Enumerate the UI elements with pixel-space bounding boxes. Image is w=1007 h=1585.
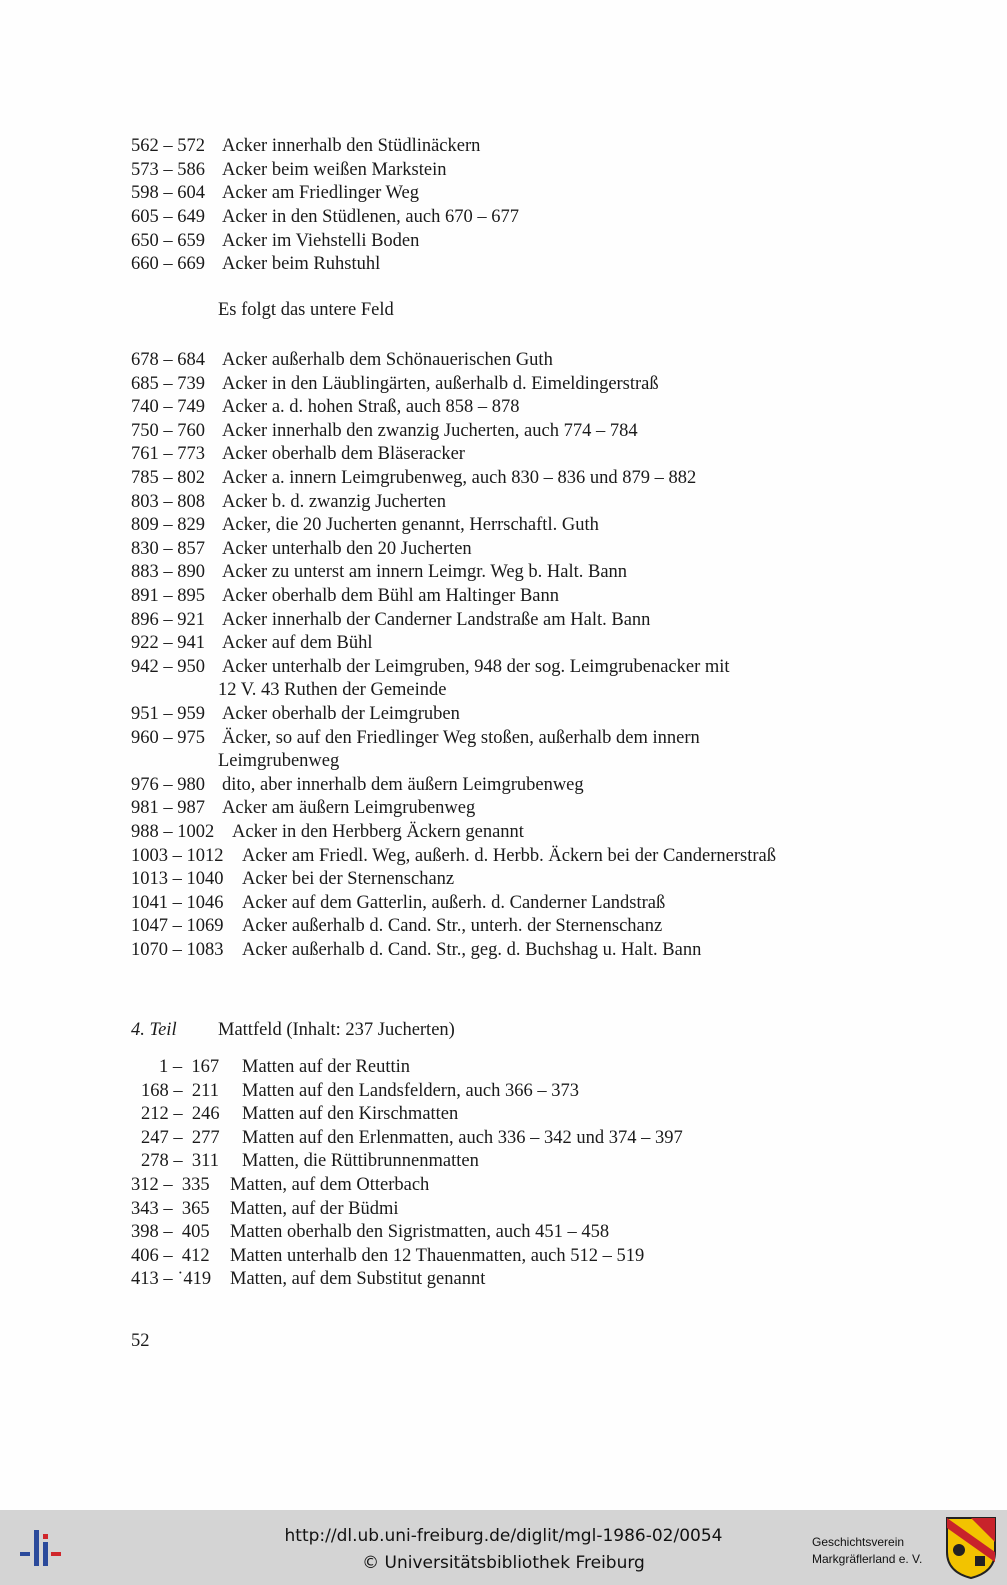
list-item	[131, 891, 665, 915]
section4-label: 4. Teil	[131, 1020, 177, 1040]
entry-description: Acker innerhalb der Canderner Landstraße am Halt. Bann	[222, 609, 651, 630]
list-item	[131, 938, 701, 962]
entry-range: 976 – 980	[131, 774, 205, 795]
entry-range: 406 – 412	[131, 1245, 210, 1266]
entry-description: Leimgrubenweg	[218, 751, 340, 772]
entry-description: Acker innerhalb den Stüdlinäckern	[222, 136, 481, 156]
list-item	[131, 1079, 579, 1103]
entry-description: Matten, auf dem Otterbach	[230, 1175, 430, 1195]
list-item	[131, 181, 419, 205]
entry-description: Matten auf den Kirschmatten	[242, 1104, 459, 1125]
footer-copyright: © Universitätsbibliothek Freiburg	[362, 1553, 645, 1573]
entry-range: 988 – 1002	[131, 822, 215, 842]
entry-description: Äcker, so auf den Friedlinger Weg stoßen, außerhalb dem innern	[222, 727, 700, 748]
list-item	[131, 1220, 609, 1244]
org-name	[812, 1534, 922, 1568]
entry-range: 278 – 311	[141, 1151, 219, 1172]
entry-description: Acker außerhalb dem Schönauerischen Guth	[222, 350, 553, 370]
entry-range: 891 – 895	[131, 586, 205, 606]
coat-of-arms-icon	[945, 1516, 997, 1580]
list-item	[131, 158, 447, 182]
entry-description: dito, aber innerhalb dem äußern Leimgrubenweg	[222, 774, 584, 795]
entry-description: Matten oberhalb den Sigristmatten, auch 451 – 458	[230, 1222, 610, 1243]
list-item	[131, 820, 524, 844]
entry-range: 598 – 604	[131, 183, 205, 204]
entry-range: 312 – 335	[131, 1175, 210, 1195]
entry-description: Matten auf den Landsfeldern, auch 366 – 373	[242, 1080, 580, 1101]
list-item	[131, 1244, 644, 1268]
entry-description: Acker in den Läublingärten, außerhalb d. Eimeldingerstraß	[222, 373, 659, 394]
entry-range: 573 – 586	[131, 159, 205, 180]
entry-description: Acker beim Ruhstuhl	[222, 254, 381, 275]
entry-description: Acker außerhalb d. Cand. Str., geg. d. Buchshag u. Halt. Bann	[242, 940, 702, 960]
list-item	[131, 1197, 399, 1221]
list-item	[131, 348, 553, 372]
org-line-1: Geschichtsverein	[812, 1535, 905, 1549]
list-item	[131, 395, 519, 419]
entry-description: Acker oberhalb dem Bühl am Haltinger Bann	[222, 586, 560, 606]
list-item	[131, 655, 730, 679]
entry-description: Matten, auf dem Substitut genannt	[230, 1269, 486, 1290]
footer-url[interactable]: http://dl.ub.uni-freiburg.de/diglit/mgl-1986-02/0054	[284, 1526, 723, 1546]
list-item	[131, 584, 559, 608]
section4-title: Mattfeld (Inhalt: 237 Jucherten)	[218, 1020, 455, 1040]
entry-description: Acker innerhalb den zwanzig Jucherten, auch 774 – 784	[222, 420, 638, 441]
entry-range: 830 – 857	[131, 538, 205, 559]
entry-range: 562 – 572	[131, 136, 205, 156]
subheading: Es folgt das untere Feld	[218, 300, 394, 320]
entry-description: Acker am äußern Leimgrubenweg	[222, 798, 476, 819]
entry-description: Acker bei der Sternenschanz	[242, 869, 455, 890]
entry-description: Acker in den Herbberg Äckern genannt	[232, 822, 524, 842]
entry-description: Matten, die Rüttibrunnenmatten	[242, 1151, 479, 1172]
list-item	[131, 560, 627, 584]
footer-bar	[0, 1510, 1007, 1585]
list-item	[131, 537, 472, 561]
entry-description: Acker b. d. zwanzig Jucherten	[222, 491, 446, 512]
list-item	[131, 205, 519, 229]
list-item	[131, 1173, 429, 1197]
list-item	[131, 134, 480, 158]
entry-range: 922 – 941	[131, 633, 205, 654]
list-item	[131, 419, 638, 443]
entry-description: Acker beim weißen Markstein	[222, 159, 447, 180]
list-item	[131, 252, 380, 276]
entry-range: 168 – 211	[141, 1080, 219, 1101]
entry-range: 951 – 959	[131, 704, 205, 724]
entry-range: 942 – 950	[131, 656, 205, 677]
entry-description: Acker a. d. hohen Straß, auch 858 – 878	[222, 397, 520, 418]
entry-range: 1003 – 1012	[131, 845, 224, 866]
entry-range: 660 – 669	[131, 254, 205, 275]
entry-range: 809 – 829	[131, 515, 205, 536]
entry-range: 650 – 659	[131, 230, 205, 251]
entry-description: Acker oberhalb dem Bläseracker	[222, 444, 465, 465]
list-item	[131, 1267, 485, 1291]
entry-description: Acker auf dem Gatterlin, außerh. d. Canderner Landstraß	[242, 892, 666, 913]
list-item	[131, 749, 339, 773]
entry-range: 740 – 749	[131, 397, 205, 418]
entry-range: 685 – 739	[131, 373, 205, 394]
section4-heading	[131, 1020, 455, 1041]
entry-description: Acker, die 20 Jucherten genannt, Herrschaftl. Guth	[222, 515, 599, 536]
list-item	[131, 1149, 479, 1173]
entry-description: Matten unterhalb den 12 Thauenmatten, auch 512 – 519	[230, 1245, 645, 1266]
list-item	[131, 796, 475, 820]
entry-range: 883 – 890	[131, 562, 205, 583]
entry-range: 960 – 975	[131, 727, 205, 748]
entry-range: 1013 – 1040	[131, 869, 224, 890]
org-line-2: Markgräflerland e. V.	[812, 1552, 923, 1566]
entry-range: 398 – 405	[131, 1222, 210, 1243]
entry-description: 12 V. 43 Ruthen der Gemeinde	[218, 680, 447, 701]
entry-range: 803 – 808	[131, 491, 205, 512]
entry-description: Acker oberhalb der Leimgruben	[222, 704, 460, 724]
list-item	[131, 1102, 458, 1126]
entry-range: 1 – 167	[159, 1057, 220, 1077]
list-item	[131, 914, 662, 938]
list-item	[131, 1055, 410, 1079]
entry-range: 247 – 277	[141, 1127, 220, 1148]
list-item	[131, 1126, 683, 1150]
entry-range: 343 – 365	[131, 1198, 210, 1219]
entry-description: Acker auf dem Bühl	[222, 633, 373, 654]
entry-description: Acker unterhalb den 20 Jucherten	[222, 538, 472, 559]
list-item	[131, 631, 373, 655]
entry-description: Acker am Friedl. Weg, außerh. d. Herbb. Äckern bei der Candernerstraß	[242, 845, 776, 866]
entry-description: Acker a. innern Leimgrubenweg, auch 830 – 836 und 879 – 882	[222, 468, 697, 488]
entry-range: 678 – 684	[131, 350, 205, 370]
list-item	[131, 490, 446, 514]
entry-range: 605 – 649	[131, 206, 205, 227]
list-item	[131, 229, 419, 253]
entry-description: Acker zu unterst am innern Leimgr. Weg b. Halt. Bann	[222, 562, 628, 583]
entry-description: Acker im Viehstelli Boden	[222, 230, 420, 251]
list-item	[131, 442, 465, 466]
entry-description: Acker unterhalb der Leimgruben, 948 der sog. Leimgrubenacker mit	[222, 656, 730, 677]
list-item	[131, 678, 446, 702]
entry-description: Matten auf der Reuttin	[242, 1057, 410, 1077]
list-item	[131, 513, 599, 537]
entry-range: 1047 – 1069	[131, 916, 224, 937]
list-item	[131, 844, 776, 868]
entry-range: 413 – ˙419	[131, 1269, 212, 1290]
list-item	[131, 372, 659, 396]
list-item	[131, 608, 650, 632]
list-item	[131, 702, 460, 726]
page-number: 52	[131, 1331, 150, 1351]
entry-range: 750 – 760	[131, 420, 205, 441]
entry-range: 212 – 246	[141, 1104, 220, 1125]
entry-description: Acker außerhalb d. Cand. Str., unterh. der Sternenschanz	[242, 916, 663, 937]
entry-description: Acker am Friedlinger Weg	[222, 183, 419, 204]
entry-range: 761 – 773	[131, 444, 205, 465]
list-item	[131, 466, 696, 490]
entry-range: 981 – 987	[131, 798, 205, 819]
entry-description: Matten auf den Erlenmatten, auch 336 – 342 und 374 – 397	[242, 1127, 683, 1148]
entry-description: Acker in den Stüdlenen, auch 670 – 677	[222, 206, 519, 227]
entry-range: 1041 – 1046	[131, 892, 224, 913]
entry-range: 896 – 921	[131, 609, 205, 630]
entry-range: 785 – 802	[131, 468, 205, 488]
entry-description: Matten, auf der Büdmi	[230, 1198, 399, 1219]
list-item	[131, 867, 454, 891]
list-item	[131, 726, 700, 750]
entry-range: 1070 – 1083	[131, 940, 224, 960]
list-item	[131, 773, 584, 797]
